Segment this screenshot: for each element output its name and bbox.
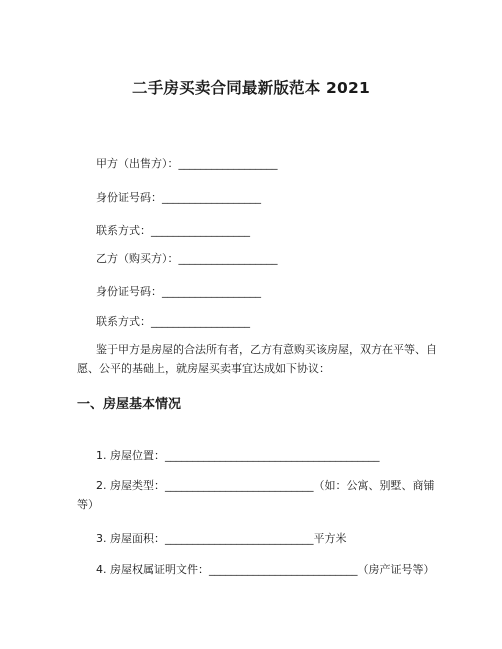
party-b-name-line: 乙方（购买方）：__________________	[96, 252, 278, 265]
item-house-type	[77, 476, 442, 514]
party-a-id-line: 身份证号码：__________________	[96, 191, 261, 204]
item-house-location: 1. 房屋位置：_______________________________________	[96, 449, 380, 462]
item-ownership-docs: 4. 房屋权属证明文件：___________________________（房产证号等）	[96, 563, 435, 576]
section-heading: 一、房屋基本情况	[77, 397, 182, 412]
party-b-contact-line: 联系方式：__________________	[96, 315, 250, 328]
document-title: 二手房买卖合同最新版范本 2021	[132, 79, 370, 97]
intro-text: 鉴于甲方是房屋的合法所有者，乙方有意购买该房屋，双方在平等、自愿、公平的基础上，就房屋买卖事宜达成如下协议：	[77, 343, 437, 375]
party-a-contact-line: 联系方式：__________________	[96, 224, 250, 237]
party-a-name-line: 甲方（出售方）：__________________	[96, 157, 278, 170]
item-house-type-text: 2. 房屋类型：___________________________（如：公寓、别墅、商铺等）	[77, 479, 435, 511]
item-house-area: 3. 房屋面积：___________________________平方米	[96, 532, 347, 545]
intro-paragraph	[77, 340, 437, 378]
party-b-id-line: 身份证号码：__________________	[96, 285, 261, 298]
